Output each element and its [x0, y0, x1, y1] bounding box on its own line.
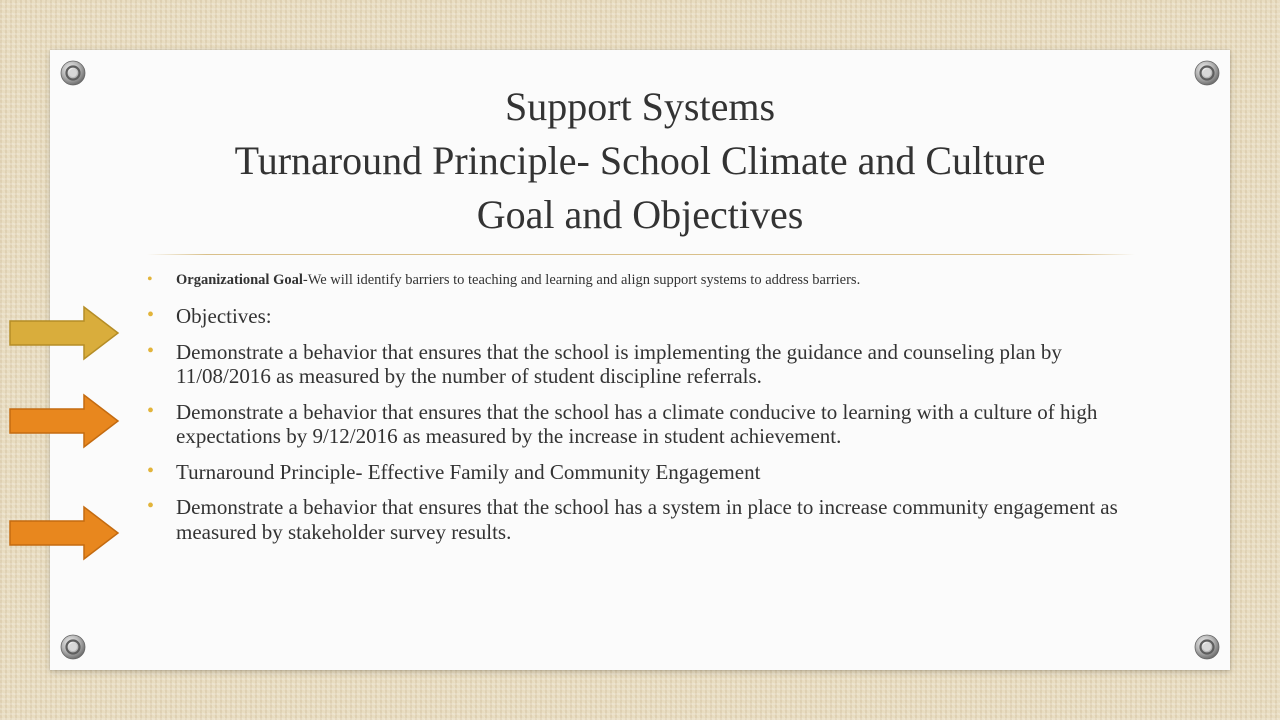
title-line-2: Turnaround Principle- School Climate and Culture — [234, 138, 1046, 183]
bullet-text: Demonstrate a behavior that ensures that the school has a system in place to increase community engagement as measured by stakeholder survey results. — [176, 495, 1118, 544]
bullet-icon: • — [147, 495, 155, 517]
bullet-organizational-goal — [147, 270, 1137, 290]
bullet-list — [147, 270, 1137, 555]
title-line-3: Goal and Objectives — [476, 192, 804, 237]
title-divider — [147, 254, 1135, 255]
bullet-icon: • — [147, 459, 155, 482]
bullet-text: Turnaround Principle- Effective Family and Community Engagement — [176, 459, 761, 484]
bullet-objective-climate — [147, 400, 1137, 449]
bullet-objective-community — [147, 495, 1137, 544]
title-line-1: Support Systems — [504, 84, 776, 129]
bullet-text: Objectives: — [176, 304, 272, 328]
bullet-text: Demonstrate a behavior that ensures that the school is implementing the guidance and counseling plan by 11/08/2016 as measured by the number of student discipline referrals. — [176, 339, 1062, 388]
right-arrow-icon — [8, 505, 120, 561]
bullet-icon: • — [147, 339, 155, 362]
slide-title — [0, 80, 1280, 242]
right-arrow-icon — [8, 305, 120, 361]
bullet-objective-guidance — [147, 340, 1137, 389]
bullet-icon: • — [147, 304, 155, 326]
bullet-principle-engagement — [147, 460, 1137, 485]
bullet-icon: • — [147, 399, 155, 422]
bullet-icon: • — [147, 271, 153, 288]
rivet-icon — [60, 634, 86, 660]
bullet-objectives-heading — [147, 304, 1137, 329]
right-arrow-icon — [8, 393, 120, 449]
bullet-text: Demonstrate a behavior that ensures that the school has a climate conducive to learning with a culture of high expectations by 9/12/2016 as measured by the increase in student achievement. — [176, 399, 1098, 448]
goal-text: -We will identify barriers to teaching and learning and align support systems to address barriers. — [302, 272, 861, 288]
rivet-icon — [1194, 634, 1220, 660]
goal-label: Organizational Goal — [176, 272, 303, 288]
